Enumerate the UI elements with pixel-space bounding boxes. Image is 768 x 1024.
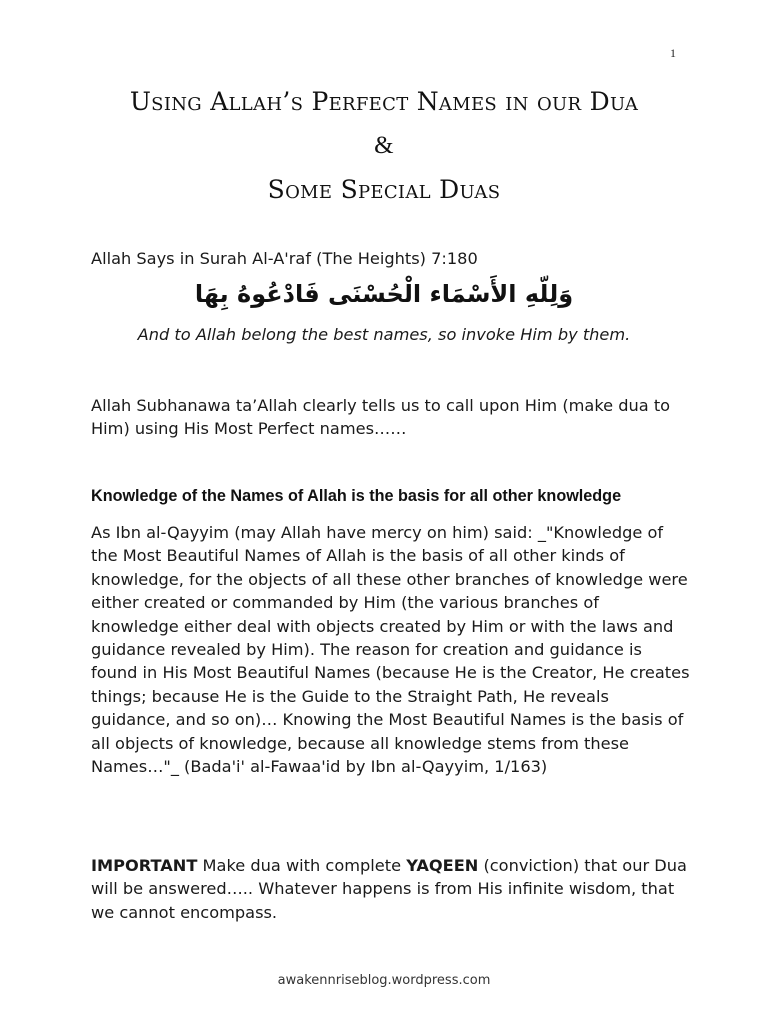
arabic-verse: وَلِلّهِ الأَسْمَاء الْحُسْنَى فَادْعُوهُ بِهَا bbox=[194, 280, 574, 308]
section-heading: Knowledge of the Names of Allah is the basis for all other knowledge bbox=[91, 487, 622, 505]
document-title bbox=[0, 80, 768, 212]
title-line-2: Some Special Duas bbox=[267, 175, 501, 204]
title-ampersand: & bbox=[374, 132, 394, 159]
page-number: 1 bbox=[670, 46, 676, 60]
important-text-a: Make dua with complete bbox=[197, 856, 407, 875]
title-line-1: Using Allah’s Perfect Names in our Dua bbox=[129, 87, 639, 116]
important-label: IMPORTANT bbox=[91, 856, 198, 875]
paragraph-call-upon-him: Allah Subhanawa ta’Allah clearly tells us to call upon Him (make dua to Him) using His Most Perfect names…… bbox=[91, 396, 671, 439]
paragraph-ibn-qayyim-quote: As Ibn al-Qayyim (may Allah have mercy on him) said: _"Knowledge of the Most Beautiful Names of Allah is the basis of all other kinds of knowledge, for the objects of all these other branches of knowledge were either created or commanded by Him (the various branches of knowledge either deal with objects created by Him or with the laws and guidance revealed by Him). The reason for creation and guidance is found in His Most Beautiful Names (because He is the Creator, He creates things; because He is the Guide to the Straight Path, He reveals guidance, and so on)… Knowing the Most Beautiful Names is the basis of all objects of knowledge, because all knowledge stems from these Names…"_ (Bada'i' al-Fawaa'id by Ibn al-Qayyim, 1/163) bbox=[91, 523, 690, 777]
verse-translation: And to Allah belong the best names, so invoke Him by them. bbox=[137, 325, 631, 344]
paragraph-important bbox=[91, 854, 691, 924]
footer-url: awakennriseblog.wordpress.com bbox=[277, 973, 491, 988]
yaqeen-label: YAQEEN bbox=[406, 856, 479, 875]
verse-reference: Allah Says in Surah Al-A'raf (The Heights) 7:180 bbox=[91, 249, 478, 268]
important-text-b: (conviction) that our Dua will be answered….. Whatever happens is from His infinite wisdom, that we cannot encompass. bbox=[91, 856, 687, 922]
